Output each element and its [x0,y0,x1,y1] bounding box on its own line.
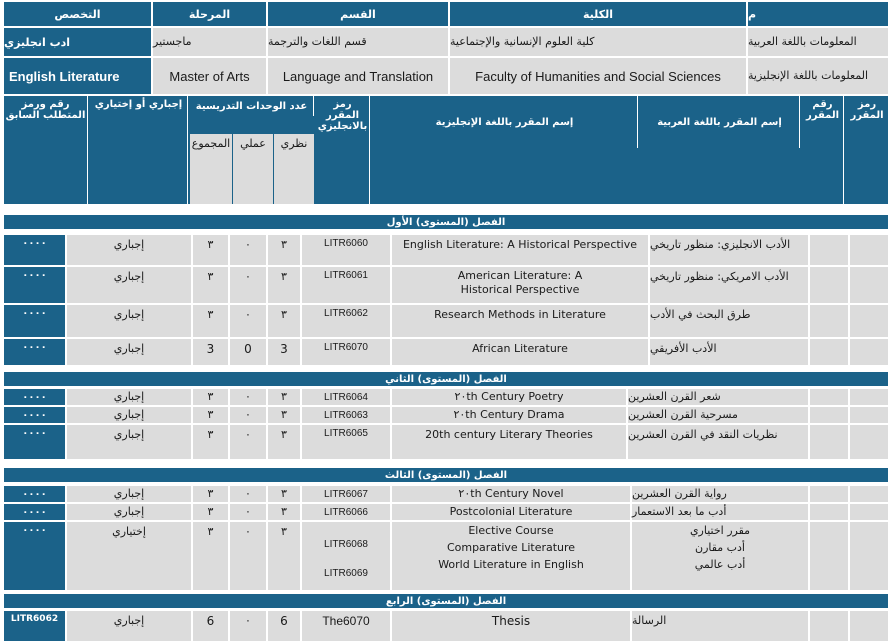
course-name-en: English Literature: A Historical Perspective [392,235,648,265]
practical-units: ٠ [230,425,266,459]
cell-code-ar [850,389,888,405]
course-code: LITR6067 [302,486,390,502]
elective-name-ar: مقرر اختياري [689,524,751,537]
course-name-ar: نظريات النقد في القرن العشرين [628,425,808,459]
college-en: Faculty of Humanities and Social Sciences [450,58,746,94]
cell-code-ar [850,267,888,303]
course-type: إجباري [67,339,191,365]
course-type: إجباري [67,611,191,641]
col-total: المجموع [190,134,232,204]
theory-units: ٣ [268,522,300,590]
elective-codes [302,522,390,590]
course-code: LITR6068 [324,539,368,550]
semester-3-band: الفصل (المستوى) الثالث [4,468,888,482]
college-ar: كلية العلوم الإنسانية والإجتماعية [450,28,746,56]
stage-en: Master of Arts [153,58,266,94]
course-code: The6070 [302,611,390,641]
cell-code-ar [850,407,888,423]
theory-units: ٣ [268,305,300,337]
course-name-ar: الأدب الأفريقي [650,339,808,365]
course-name-en: Research Methods in Literature [392,305,648,337]
course-type: إجباري [67,504,191,520]
cell-num [810,235,848,265]
cell-num [810,486,848,502]
course-type: إجباري [67,407,191,423]
prereq-code: ٠٠٠٠ [4,486,65,502]
theory-units: 3 [268,339,300,365]
cell-code-ar [850,305,888,337]
cell-num [810,407,848,423]
col-units: عدد الوحدات التدريسية [190,96,314,116]
cell-code-ar [850,504,888,520]
theory-units: ٣ [268,389,300,405]
total-units: ٣ [193,407,228,423]
prereq-code: ٠٠٠٠ [4,504,65,520]
cell-code-ar [850,339,888,365]
cell-num [810,389,848,405]
total-units: ٣ [193,305,228,337]
course-type: إجباري [67,425,191,459]
theory-units: ٣ [268,407,300,423]
course-name-ar: الأدب الانجليزي: منظور تاريخي [650,235,808,265]
elective-names-ar [632,522,808,590]
prereq-code: ٠٠٠٠ [4,235,65,265]
practical-units: ٠ [230,504,266,520]
course-name-en: ٢٠th Century Poetry [392,389,626,405]
total-units: ٣ [193,486,228,502]
course-code: LITR6070 [302,339,390,365]
total-units: ٣ [193,267,228,303]
practical-units: ٠ [230,611,266,641]
course-name-en: American Literature: A Historical Perspective [392,267,648,303]
prereq-code: LITR6062 [4,611,65,641]
elective-names-en [392,522,630,590]
theory-units: 6 [268,611,300,641]
course-type: إجباري [67,389,191,405]
dept-en: Language and Translation [268,58,448,94]
total-units: 6 [193,611,228,641]
total-units: ٣ [193,522,228,590]
course-code: LITR6061 [302,267,390,303]
semester-1-band: الفصل (المستوى) الأول [4,215,888,229]
cell-code-ar [850,522,888,590]
course-name-ar: الأدب الامريكي: منظور تاريخي [650,267,808,303]
cell-num [810,504,848,520]
prereq-code: ٠٠٠٠ [4,425,65,459]
col-num: رقم المقرر [802,96,844,204]
cell-num [810,267,848,303]
course-code: LITR6062 [302,305,390,337]
col-name-ar: إسم المقرر باللغة العربية [640,96,800,148]
col-name-en: إسم المقرر باللغة الإنجليزية [372,96,638,148]
course-type: إجباري [67,267,191,303]
prereq-code: ٠٠٠٠ [4,339,65,365]
course-type: إجباري [67,486,191,502]
cell-num [810,339,848,365]
elective-option-en: World Literature in English [438,558,584,571]
col-prereq: رقم ورمز المتطلب السابق [4,96,88,204]
course-type: إجباري [67,305,191,337]
practical-units: ٠ [230,407,266,423]
english-info-label: المعلومات باللغة الإنجليزية [748,58,888,94]
practical-units: ٠ [230,486,266,502]
cell-code-ar [850,425,888,459]
course-code: LITR6060 [302,235,390,265]
cell-code-ar [850,235,888,265]
elective-name-en: Elective Course [468,524,554,537]
course-code: LITR6065 [302,425,390,459]
course-type: إختياري [67,522,191,590]
cell-code-ar [850,611,888,641]
col-type: إجباري أو إختياري [90,96,188,204]
major-en: English Literature [4,58,151,94]
semester-2-band: الفصل (المستوى) الثاني [4,372,888,386]
course-name-en: African Literature [392,339,648,365]
total-units: ٣ [193,235,228,265]
col-theory: نظري [274,134,314,204]
prereq-code: ٠٠٠٠ [4,522,65,590]
label-college: الكلية [450,2,746,26]
col-practical: عملي [233,134,273,204]
arabic-info-label: المعلومات باللغة العربية [748,28,888,56]
course-name-ar: أدب ما بعد الاستعمار [632,504,808,520]
prereq-code: ٠٠٠٠ [4,305,65,337]
course-name-en: Postcolonial Literature [392,504,630,520]
label-m: م [748,2,888,26]
course-name-ar: شعر القرن العشرين [628,389,808,405]
stage-ar: ماجستير [153,28,266,56]
total-units: ٣ [193,425,228,459]
semester-4-band: الفصل (المستوى) الرابع [4,594,888,608]
theory-units: ٣ [268,235,300,265]
elective-option-en: Comparative Literature [446,541,576,554]
course-type: إجباري [67,235,191,265]
prereq-code: ٠٠٠٠ [4,407,65,423]
major-ar: ادب انجليزي [4,28,151,56]
course-code: LITR6069 [324,568,368,579]
practical-units: ٠ [230,522,266,590]
label-stage: المرحلة [153,2,266,26]
course-name-ar: مسرحية القرن العشرين [628,407,808,423]
theory-units: ٣ [268,486,300,502]
course-name-en: 20th century Literary Theories [392,425,626,459]
total-units: ٣ [193,504,228,520]
cell-num [810,522,848,590]
theory-units: ٣ [268,504,300,520]
cell-num [810,425,848,459]
cell-num [810,611,848,641]
course-name-en: ٢٠th Century Novel [392,486,630,502]
prereq-code: ٠٠٠٠ [4,267,65,303]
col-code-en: رمز المقرر بالانجليزي [316,96,370,204]
course-code: LITR6064 [302,389,390,405]
practical-units: 0 [230,339,266,365]
cell-num [810,305,848,337]
total-units: ٣ [193,389,228,405]
practical-units: ٠ [230,267,266,303]
course-name-ar: الرسالة [632,611,808,641]
practical-units: ٠ [230,389,266,405]
dept-ar: قسم اللغات والترجمة [268,28,448,56]
course-code: LITR6066 [302,504,390,520]
course-code: LITR6063 [302,407,390,423]
course-name-en: Thesis [392,611,630,641]
course-name-ar: طرق البحث في الأدب [650,305,808,337]
label-dept: القسم [268,2,448,26]
course-name-en: ٢٠th Century Drama [392,407,626,423]
practical-units: ٠ [230,235,266,265]
practical-units: ٠ [230,305,266,337]
prereq-code: ٠٠٠٠ [4,389,65,405]
label-major: التخصص [4,2,151,26]
cell-code-ar [850,486,888,502]
elective-option-ar: أدب عالمي [694,558,746,571]
col-code-ar: رمز المقرر [846,96,888,204]
theory-units: ٣ [268,425,300,459]
theory-units: ٣ [268,267,300,303]
total-units: 3 [193,339,228,365]
course-name-ar: رواية القرن العشرين [632,486,808,502]
elective-option-ar: أدب مقارن [694,541,745,554]
